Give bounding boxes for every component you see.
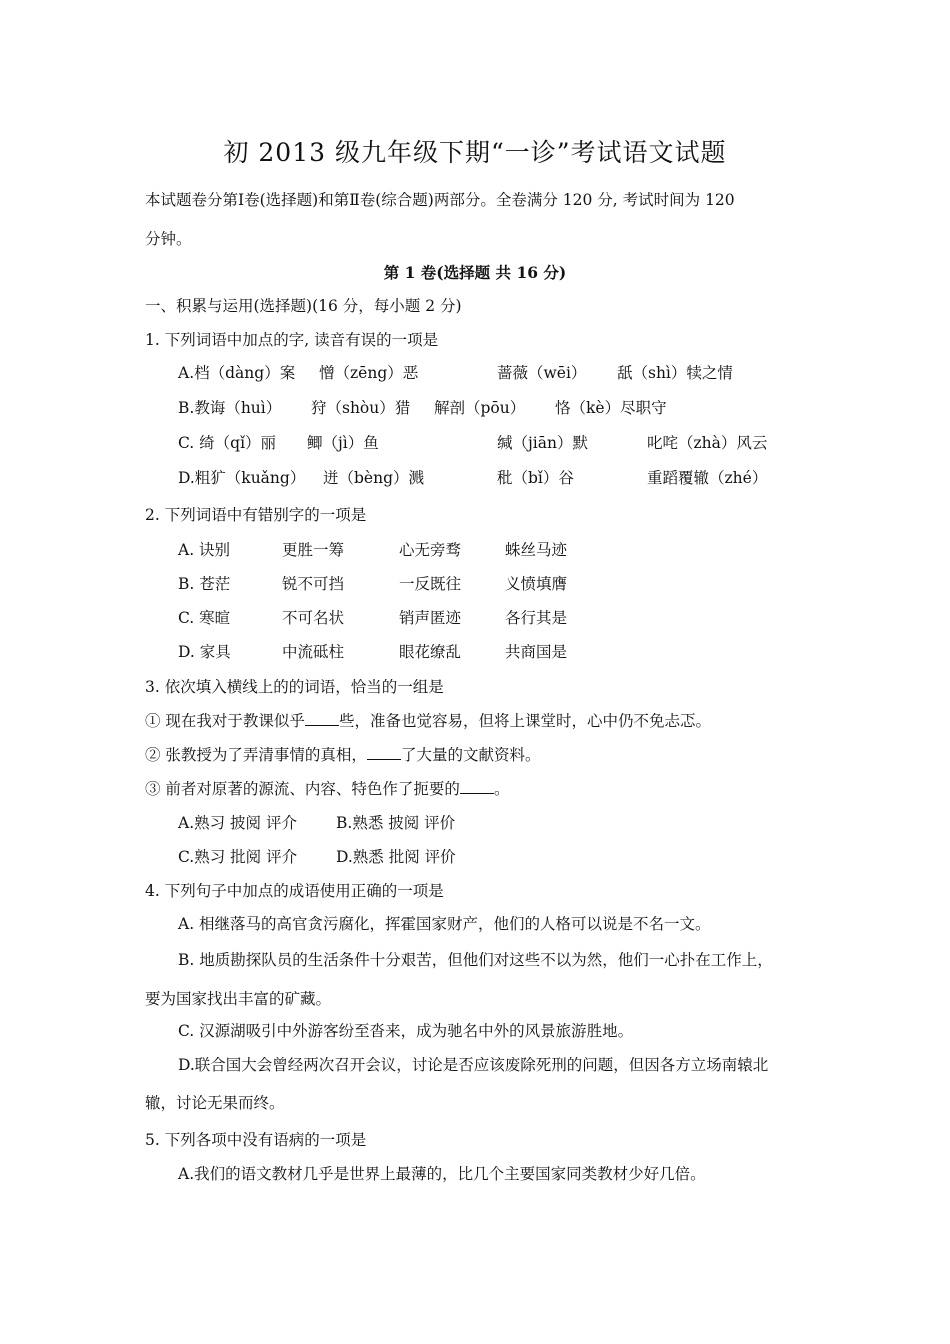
q2-d-word1: D. 家具 [178, 643, 231, 661]
fill-blank [367, 745, 401, 760]
fill-blank [305, 711, 339, 726]
q2-b-word4: 义愤填膺 [505, 575, 568, 593]
q2-a-word2: 更胜一筹 [282, 541, 345, 559]
q3-s2-pre: ② 张教授为了弄清事情的真相， [145, 746, 367, 764]
question-3-stem: 3. 依次填入横线上的的词语，恰当的一组是 [145, 678, 444, 696]
q4-option-c: C. 汉源湖吸引中外游客纷至沓来，成为驰名中外的风景旅游胜地。 [178, 1022, 634, 1040]
intro-text: 本试题卷分第Ⅰ卷(选择题)和第Ⅱ卷(综合题)两部分。全卷满分 120 分, 考试时间为 120 [145, 191, 735, 209]
q3-sentence-3 [145, 778, 509, 800]
q3-option-c: C.熟习 批阅 评介 [178, 848, 298, 866]
q1-b-word3: 解剖（pōu） [434, 399, 526, 417]
q3-option-a: A.熟习 披阅 评介 [178, 814, 297, 832]
q5-option-a: A.我们的语文教材几乎是世界上最薄的，比几个主要国家同类教材少好几倍。 [178, 1165, 706, 1183]
q2-b-word2: 锐不可挡 [282, 575, 345, 593]
q2-d-word2: 中流砥柱 [282, 643, 345, 661]
q1-d-word2: 迸（bèng）溅 [323, 469, 425, 487]
q2-b-word1: B. 苍茫 [178, 575, 231, 593]
q2-a-word4: 蛛丝马迹 [505, 541, 568, 559]
q1-b-word4: 恪（kè）尽职守 [555, 399, 667, 417]
q3-s1-pre: ① 现在我对于教课似乎 [145, 712, 305, 730]
intro-text-cont: 分钟。 [145, 230, 192, 248]
q4-option-d-cont: 辙，讨论无果而终。 [145, 1094, 285, 1112]
q2-d-word3: 眼花缭乱 [399, 643, 462, 661]
q3-s3-post: 。 [493, 780, 510, 798]
section-heading: 一、积累与运用(选择题)(16 分，每小题 2 分) [145, 297, 462, 315]
q2-c-word3: 销声匿迹 [399, 609, 462, 627]
q2-c-word1: C. 寒暄 [178, 609, 231, 627]
q4-option-a: A. 相继落马的高官贪污腐化，挥霍国家财产，他们的人格可以说是不名一文。 [178, 915, 711, 933]
q3-s2-post: 了大量的文献资料。 [400, 746, 541, 764]
q1-c-word2: 鲫（jì）鱼 [307, 434, 379, 452]
q2-d-word4: 共商国是 [505, 643, 568, 661]
q1-d-word1: D.粗犷（kuǎng） [178, 469, 306, 487]
q2-a-word3: 心无旁骛 [399, 541, 462, 559]
q1-a-word2: 憎（zēng）恶 [319, 364, 419, 382]
q2-b-word3: 一反既往 [399, 575, 462, 593]
q1-b-word2: 狩（shòu）猎 [311, 399, 411, 417]
page-title: 初 2013 级九年级下期“一诊”考试语文试题 [223, 138, 727, 167]
q3-s3-pre: ③ 前者对原著的源流、内容、特色作了扼要的 [145, 780, 460, 798]
q1-c-word3: 缄（jiān）默 [497, 434, 588, 452]
q1-b-word1: B.教诲（huì） [178, 399, 282, 417]
q1-c-word1: C. 绮（qǐ）丽 [178, 434, 277, 452]
q3-option-b: B.熟悉 披阅 评价 [336, 814, 456, 832]
q4-option-b: B. 地质勘探队员的生活条件十分艰苦，但他们对这些不以为然，他们一心扑在工作上， [178, 951, 773, 969]
fill-blank [460, 779, 494, 794]
question-2-stem: 2. 下列词语中有错别字的一项是 [145, 506, 367, 524]
q1-a-word3: 蔷薇（wēi） [497, 364, 587, 382]
q3-sentence-1 [145, 710, 711, 732]
q1-d-word3: 秕（bǐ）谷 [497, 469, 574, 487]
q2-c-word4: 各行其是 [505, 609, 568, 627]
q1-a-word1: A.档（dàng）案 [178, 364, 296, 382]
question-5-stem: 5. 下列各项中没有语病的一项是 [145, 1131, 367, 1149]
question-4-stem: 4. 下列句子中加点的成语使用正确的一项是 [145, 882, 444, 900]
q1-a-word4: 舐（shì）犊之情 [617, 364, 733, 382]
q3-option-d: D.熟悉 批阅 评价 [336, 848, 456, 866]
question-1-stem: 1. 下列词语中加点的字, 读音有误的一项是 [145, 331, 439, 349]
volume-heading: 第 1 卷(选择题 共 16 分) [383, 263, 567, 282]
q2-c-word2: 不可名状 [282, 609, 345, 627]
q3-sentence-2 [145, 744, 540, 766]
q1-c-word4: 叱咤（zhà）风云 [647, 434, 768, 452]
q4-option-b-cont: 要为国家找出丰富的矿藏。 [145, 990, 332, 1008]
q3-s1-post: 些，准备也觉容易，但将上课堂时，心中仍不免忐忑。 [338, 712, 711, 730]
q2-a-word1: A. 诀别 [178, 541, 231, 559]
q1-d-word4: 重蹈覆辙（zhé） [647, 469, 768, 487]
q4-option-d: D.联合国大会曾经两次召开会议，讨论是否应该废除死刑的问题，但因各方立场南辕北 [178, 1056, 769, 1074]
